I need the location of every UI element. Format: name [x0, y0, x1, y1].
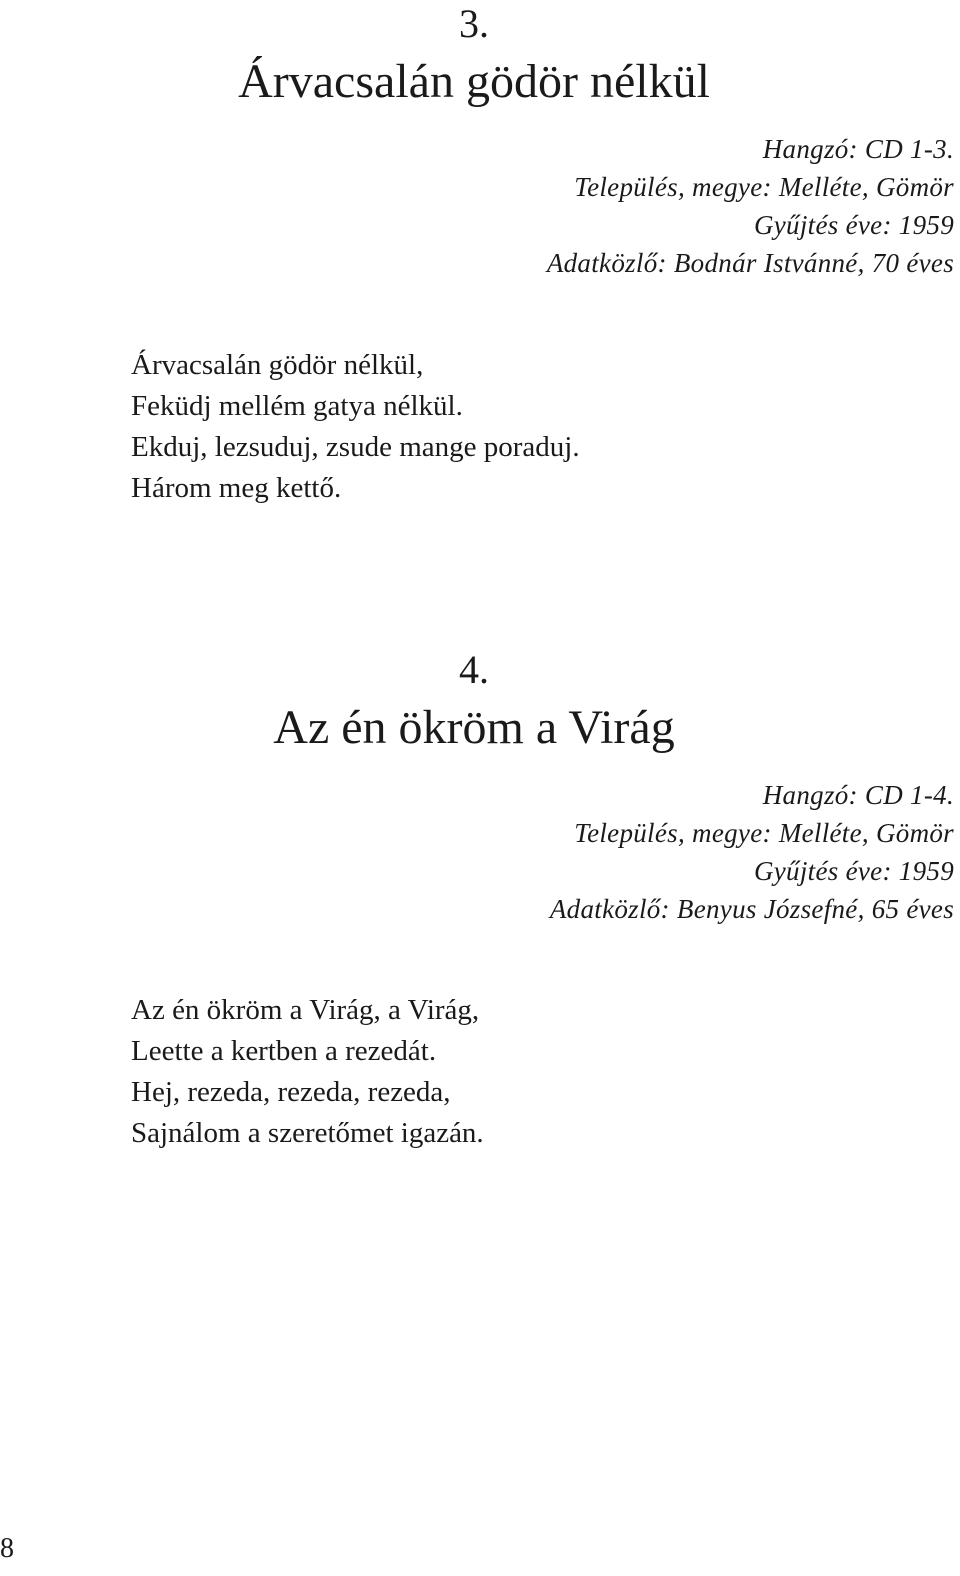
lyric-line: Feküdj mellém gatya nélkül. [131, 390, 463, 422]
informant: Adatközlő: Bodnár Istvánné, 70 éves [546, 248, 954, 278]
lyric-line: Az én ökröm a Virág, a Virág, [131, 994, 480, 1026]
lyric-line: Hej, rezeda, rezeda, rezeda, [131, 1076, 451, 1108]
song-title: Az én ökröm a Virág [273, 701, 675, 754]
collection-year: Gyűjtés éve: 1959 [753, 856, 954, 886]
lyric-line: Leette a kertben a rezedát. [131, 1035, 437, 1067]
informant: Adatközlő: Benyus Józsefné, 65 éves [549, 894, 954, 924]
recording-reference: Hangzó: CD 1-3. [762, 134, 954, 164]
settlement-county: Település, megye: Melléte, Gömör [574, 172, 954, 202]
collection-year: Gyűjtés éve: 1959 [753, 210, 954, 240]
lyric-line: Árvacsalán gödör nélkül, [131, 349, 424, 381]
lyric-line: Sajnálom a szeretőmet igazán. [131, 1117, 484, 1149]
lyric-line: Három meg kettő. [131, 472, 342, 504]
recording-reference: Hangzó: CD 1-4. [762, 780, 954, 810]
song-title: Árvacsalán gödör nélkül [238, 55, 710, 108]
page-number: 8 [0, 1533, 14, 1564]
lyric-line: Ekduj, lezsuduj, zsude mange poraduj. [131, 431, 580, 463]
song-number: 3. [459, 1, 489, 46]
song-metadata [254, 776, 954, 928]
settlement-county: Település, megye: Melléte, Gömör [574, 818, 954, 848]
song-number: 4. [459, 647, 489, 692]
song-lyrics [131, 990, 891, 1154]
song-lyrics [131, 345, 891, 509]
song-metadata [254, 130, 954, 282]
